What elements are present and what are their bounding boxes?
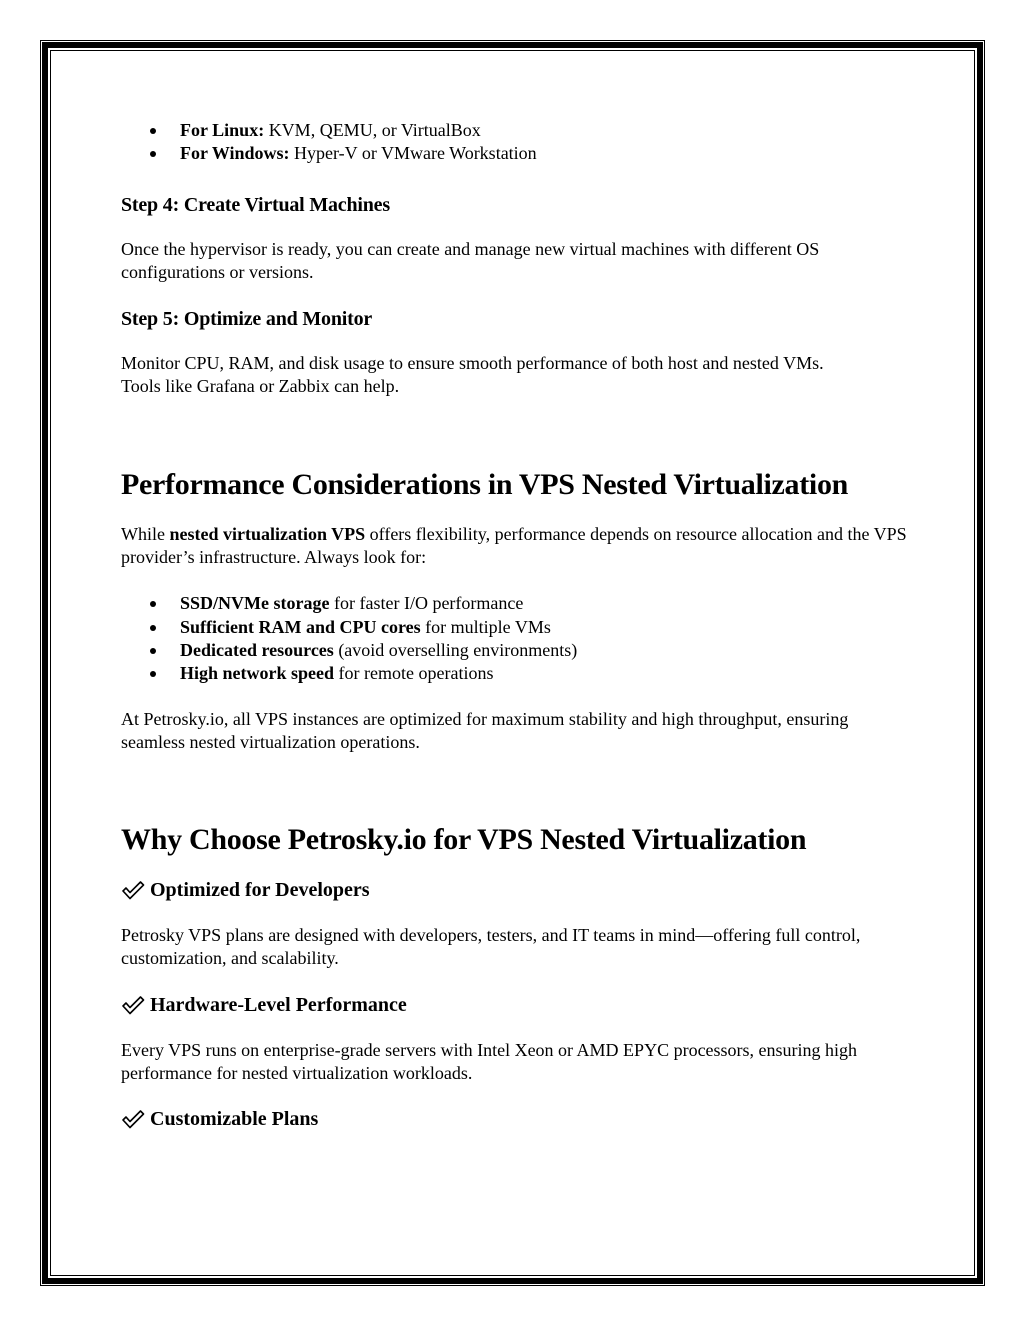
step4-body: Once the hypervisor is ready, you can create and manage new virtual machines with different OS configurations or versions. <box>121 238 820 282</box>
feature-heading <box>121 993 911 1017</box>
performance-closing: At Petrosky.io, all VPS instances are optimized for maximum stability and high throughput, ensuring seamless nested virtualization operations. <box>121 708 849 752</box>
list-item <box>121 662 911 685</box>
bullet-icon <box>150 151 156 157</box>
list-item <box>121 119 911 142</box>
list-item-label: For Windows: <box>180 143 290 164</box>
bullet-icon <box>150 625 156 631</box>
list-item-text: for remote operations <box>334 663 494 684</box>
list-item <box>121 616 911 639</box>
document-content <box>121 119 911 1131</box>
performance-intro <box>121 523 911 570</box>
check-mark-outline-icon <box>121 995 145 1015</box>
performance-intro-bold: nested virtualization VPS <box>169 523 366 544</box>
feature-heading <box>121 1107 911 1131</box>
feature-title: Hardware-Level Performance <box>150 993 407 1016</box>
list-item-label: High network speed <box>180 663 335 684</box>
performance-list <box>121 592 911 685</box>
feature-heading <box>121 878 911 902</box>
bullet-icon <box>150 601 156 607</box>
list-item-label: SSD/NVMe storage <box>180 593 330 614</box>
list-item-text: Hyper-V or VMware Workstation <box>289 143 537 164</box>
list-item-text: (avoid overselling environments) <box>333 639 578 660</box>
why-choose-heading: Why Choose Petrosky.io for VPS Nested Virtualization <box>121 823 807 857</box>
list-item-label: For Linux: <box>180 120 265 140</box>
list-item-text: for multiple VMs <box>420 616 551 637</box>
feature-body: Petrosky VPS plans are designed with developers, testers, and IT teams in mind—offering full control, customization, and scalability. <box>121 925 861 969</box>
list-item-label: Sufficient RAM and CPU cores <box>180 616 421 637</box>
performance-heading: Performance Considerations in VPS Nested Virtualization <box>121 467 849 501</box>
list-item <box>121 639 911 662</box>
list-item-text: for faster I/O performance <box>329 593 524 614</box>
feature-title: Customizable Plans <box>150 1108 319 1131</box>
check-mark-outline-icon <box>121 1109 145 1129</box>
list-item-text: KVM, QEMU, or VirtualBox <box>264 120 481 140</box>
check-mark-outline-icon <box>121 880 145 900</box>
feature-body: Every VPS runs on enterprise-grade servers with Intel Xeon or AMD EPYC processors, ensuring high performance for nested virtualization workloads. <box>121 1039 858 1084</box>
list-item <box>121 142 911 165</box>
hypervisor-list <box>121 119 911 166</box>
feature-title: Optimized for Developers <box>150 879 370 902</box>
list-item <box>121 592 911 615</box>
list-item-label: Dedicated resources <box>180 639 334 660</box>
performance-intro-pre: While <box>121 523 170 544</box>
step5-body: Monitor CPU, RAM, and disk usage to ensure smooth performance of both host and nested VMs. Tools like Grafana or Zabbix can help. <box>121 353 824 397</box>
bullet-icon <box>150 648 156 654</box>
step4-heading: Step 4: Create Virtual Machines <box>121 193 390 216</box>
bullet-icon <box>150 671 156 677</box>
step5-heading: Step 5: Optimize and Monitor <box>121 308 373 331</box>
performance-intro-post: offers flexibility, performance depends on resource allocation and the VPS provider’s infrastructure. Always look for: <box>121 523 907 568</box>
bullet-icon <box>150 128 156 134</box>
